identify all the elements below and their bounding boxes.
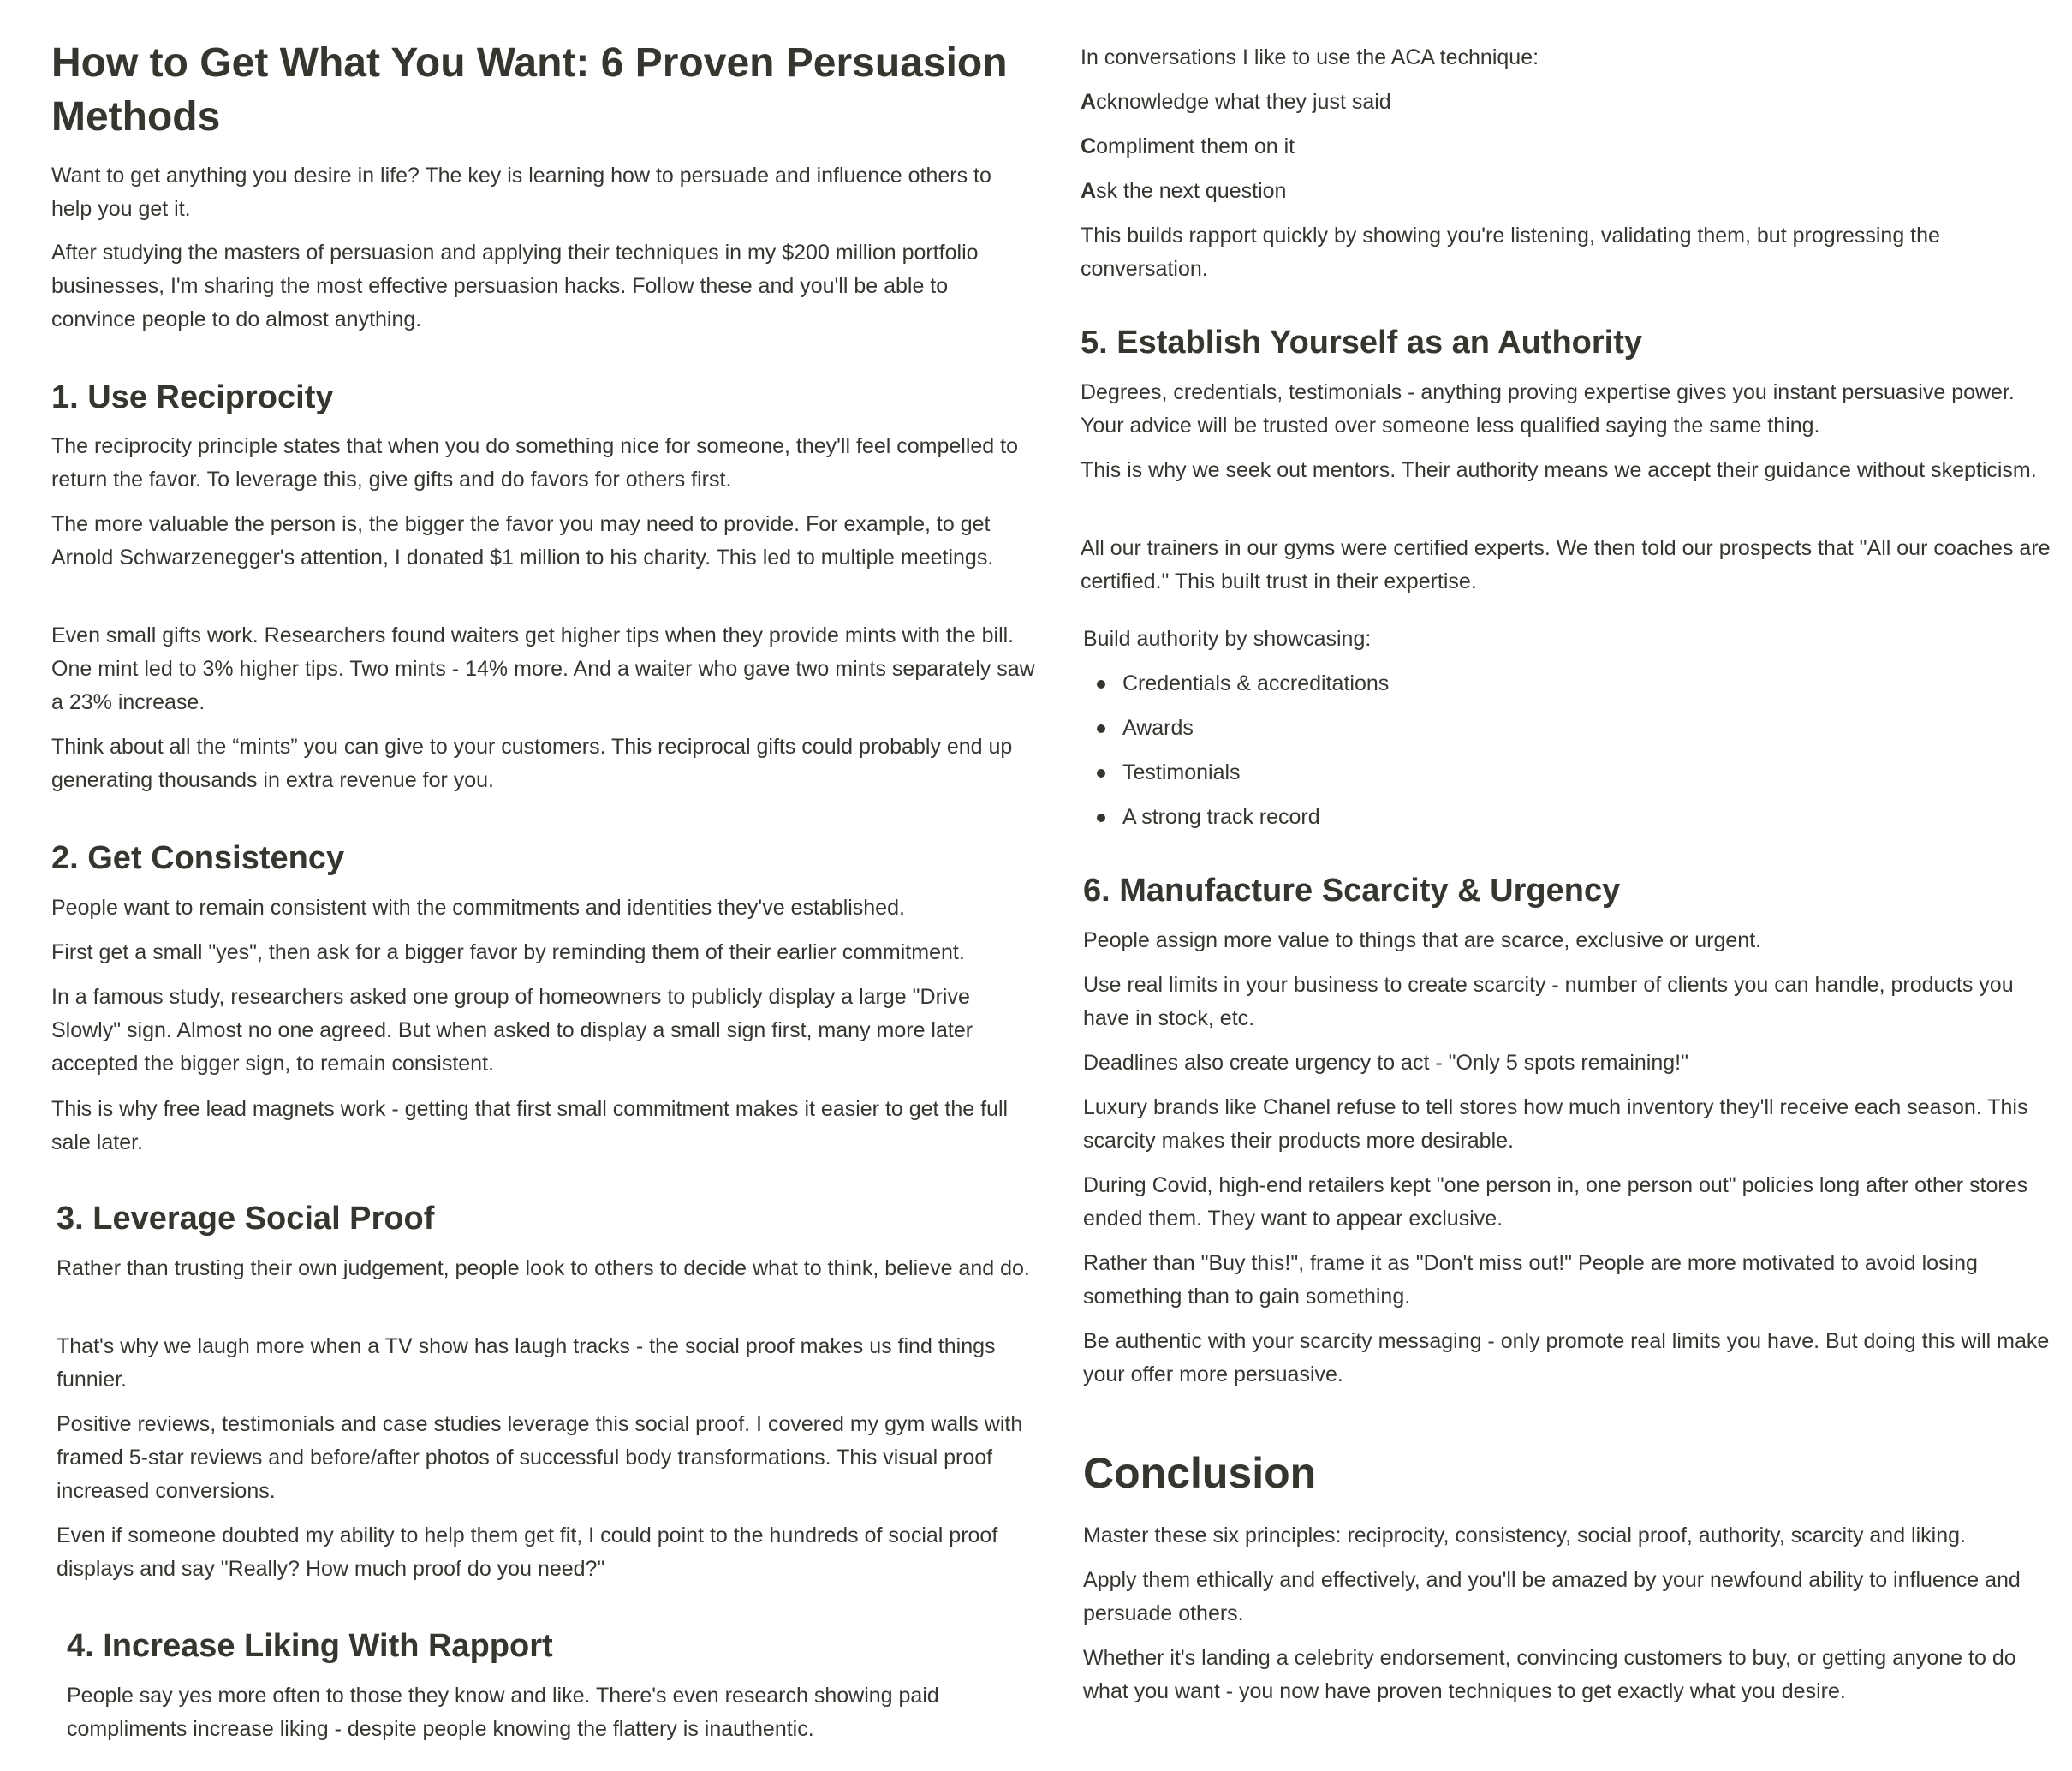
section-paragraph: Rather than "Buy this!", frame it as "Don't miss out!" People are more motivated to avoid losing something than to gain something. [1083, 1251, 1978, 1309]
list-item [1083, 667, 2059, 712]
page-title: How to Get What You Want: 6 Proven Persuasion Methods [51, 40, 1008, 140]
section-heading-authority: 5. Establish Yourself as an Authority [1081, 325, 1643, 361]
section-paragraph: Be authentic with your scarcity messaging - only promote real limits you have. But doing this will make your offer more persuasive. [1083, 1329, 2050, 1386]
list-item-text: Awards [1122, 716, 1194, 740]
bullet-dot-icon [1097, 680, 1105, 689]
section-paragraph: First get a small "yes", then ask for a bigger favor by reminding them of their earlier commitment. [51, 940, 965, 964]
aca-letter: C [1081, 134, 1097, 158]
section-paragraph: That's why we laugh more when a TV show has laugh tracks - the social proof makes us find things funnier. [57, 1334, 996, 1392]
list-item [1083, 712, 2059, 756]
section-paragraph: Even if someone doubted my ability to help them get fit, I could point to the hundreds of social proof displays and say "Really? How much proof do you need?" [57, 1524, 998, 1581]
list-intro: Build authority by showcasing: [1083, 627, 1372, 651]
section-heading-scarcity: 6. Manufacture Scarcity & Urgency [1083, 873, 1621, 909]
section-paragraph: In a famous study, researchers asked one group of homeowners to publicly display a large "Drive Slowly" sign. Almost no one agreed. But when asked to display a small sign first, many more later accepted the bigger sign, to remain consistent. [51, 985, 973, 1076]
intro-paragraph: Want to get anything you desire in life? The key is learning how to persuade and influence others to help you get it. [51, 164, 991, 221]
conclusion-paragraph: Whether it's landing a celebrity endorsement, convincing customers to buy, or getting anyone to do what you want - you now have proven techniques to get exactly what you desire. [1083, 1646, 2016, 1703]
aca-step-text: cknowledge what they just said [1096, 90, 1391, 114]
list-item [1083, 756, 2059, 801]
section-paragraph: People assign more value to things that are scarce, exclusive or urgent. [1083, 928, 1762, 952]
conclusion-paragraph: Master these six principles: reciprocity, consistency, social proof, authority, scarcity and liking. [1083, 1524, 1966, 1547]
section-heading-liking: 4. Increase Liking With Rapport [67, 1628, 553, 1664]
section-paragraph: Even small gifts work. Researchers found waiters get higher tips when they provide mints with the bill. One mint led to 3% higher tips. Two mints - 14% more. And a waiter who gave two mints separately saw a 23% increase. [51, 623, 1035, 714]
section-heading-consistency: 2. Get Consistency [51, 840, 345, 876]
aca-letter: A [1081, 179, 1097, 203]
aca-letter: A [1081, 90, 1097, 114]
section-paragraph: The more valuable the person is, the bigger the favor you may need to provide. For example, to get Arnold Schwarzenegger's attention, I donated $1 million to his charity. This led to multiple meetings. [51, 512, 994, 569]
section-paragraph: Positive reviews, testimonials and case studies leverage this social proof. I covered my gym walls with framed 5-star reviews and before/after photos of successful body transformations. This visual proof increased conversions. [57, 1412, 1023, 1503]
aca-step [1081, 86, 2057, 119]
list-item [1083, 801, 2059, 845]
intro-paragraph: After studying the masters of persuasion and applying their techniques in my $200 million portfolio businesses, I'm sharing the most effective persuasion hacks. Follow these and you'll be able to convince people to do almost anything. [51, 241, 979, 331]
section-paragraph: Luxury brands like Chanel refuse to tell stores how much inventory they'll receive each season. This scarcity makes their products more desirable. [1083, 1095, 2028, 1153]
section-paragraph: All our trainers in our gyms were certified experts. We then told our prospects that "All our coaches are certified." This built trust in their expertise. [1081, 536, 2051, 593]
section-paragraph: The reciprocity principle states that when you do something nice for someone, they'll feel compelled to return the favor. To leverage this, give gifts and do favors for others first. [51, 434, 1018, 492]
section-paragraph: During Covid, high-end retailers kept "one person in, one person out" policies long after other stores ended them. They want to appear exclusive. [1083, 1173, 2028, 1231]
list-item-text: Testimonials [1122, 760, 1241, 784]
section-paragraph: Deadlines also create urgency to act - "Only 5 spots remaining!" [1083, 1051, 1688, 1075]
conclusion-paragraph: Apply them ethically and effectively, and you'll be amazed by your newfound ability to influence and persuade others. [1083, 1568, 2021, 1625]
section-heading-reciprocity: 1. Use Reciprocity [51, 379, 334, 415]
aca-step [1081, 130, 2057, 164]
authority-list [1083, 667, 2059, 845]
section-paragraph: Rather than trusting their own judgement, people look to others to decide what to think, believe and do. [57, 1256, 1030, 1280]
list-item-text: A strong track record [1122, 805, 1320, 829]
section-paragraph: Use real limits in your business to create scarcity - number of clients you can handle, products you have in stock, etc. [1083, 973, 2014, 1030]
bullet-dot-icon [1097, 769, 1105, 778]
aca-step-text: sk the next question [1096, 179, 1287, 203]
section-paragraph: This is why we seek out mentors. Their authority means we accept their guidance without skepticism. [1081, 458, 2037, 482]
bullet-dot-icon [1097, 814, 1105, 822]
section-paragraph: Degrees, credentials, testimonials - anything proving expertise gives you instant persuasive power. Your advice will be trusted over someone less qualified saying the same thing. [1081, 380, 2015, 438]
bullet-dot-icon [1097, 724, 1105, 733]
list-item-text: Credentials & accreditations [1122, 671, 1390, 695]
aca-outro: This builds rapport quickly by showing you're listening, validating them, but progressing the conversation. [1081, 224, 1940, 281]
aca-step-text: ompliment them on it [1096, 134, 1295, 158]
aca-intro: In conversations I like to use the ACA technique: [1081, 45, 1539, 69]
section-paragraph: People say yes more often to those they know and like. There's even research showing paid compliments increase liking - despite people knowing the flattery is inauthentic. [67, 1684, 939, 1741]
section-paragraph: Think about all the “mints” you can give to your customers. This reciprocal gifts could probably end up generating thousands in extra revenue for you. [51, 735, 1013, 792]
conclusion-heading: Conclusion [1083, 1449, 1317, 1497]
section-paragraph: People want to remain consistent with the commitments and identities they've established. [51, 896, 905, 920]
aca-step [1081, 175, 2057, 208]
section-paragraph: This is why free lead magnets work - getting that first small commitment makes it easier to get the full sale later. [51, 1097, 1009, 1154]
section-heading-social-proof: 3. Leverage Social Proof [57, 1201, 435, 1237]
